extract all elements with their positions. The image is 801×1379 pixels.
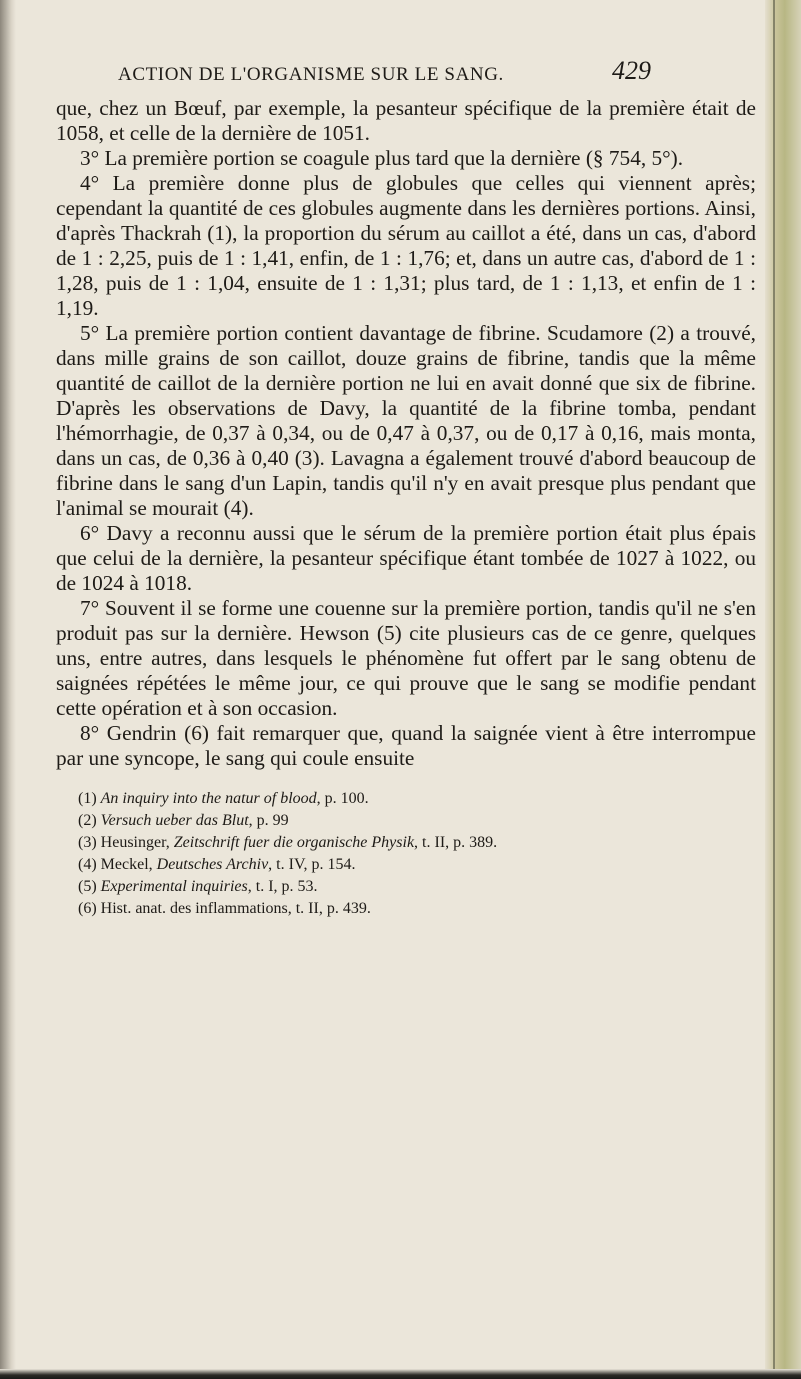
- page-bottom-edge: [0, 1369, 801, 1379]
- page-number: 429: [612, 56, 651, 85]
- page-right-edge: [765, 0, 801, 1379]
- paragraph-7: 7° Souvent il se forme une couenne sur la première portion, tandis qu'il ne s'en produit pas sur la dernière. Hewson (5) cite plusieurs cas de ce genre, quelques uns, entre autres, dans lesquels le phénomène fut offert par le sang obtenu de saignées répétées le même jour, ce qui prouve que le sang se modifie pendant cette opération et à son occasion.: [56, 596, 756, 720]
- body-text: [56, 96, 756, 771]
- paragraph-3: 3° La première portion se coagule plus tard que la dernière (§ 754, 5°).: [80, 146, 684, 170]
- paragraph-4: 4° La première donne plus de globules que celles qui viennent après; cependant la quantité de ces globules augmente dans les dernières portions. Ainsi, d'après Thackrah (1), la proportion du sérum au caillot a été, dans un cas, d'abord de 1 : 2,25, puis de 1 : 1,41, enfin, de 1 : 1,76; et, dans un autre cas, d'abord de 1 : 1,28, puis de 1 : 1,04, ensuite de 1 : 1,31; plus tard, de 1 : 1,13, et enfin de 1 : 1,19.: [56, 171, 756, 320]
- paragraph-6: 6° Davy a reconnu aussi que le sérum de la première portion était plus épais que celui de la dernière, la pesanteur spécifique étant tombée de 1027 à 1022, ou de 1024 à 1018.: [56, 521, 756, 595]
- paragraph-continued: que, chez un Bœuf, par exemple, la pesanteur spécifique de la première était de 1058, et celle de la dernière de 1051.: [56, 96, 756, 145]
- page-left-shadow: [0, 0, 16, 1379]
- page-edge-line: [773, 0, 775, 1379]
- book-page: [56, 56, 756, 920]
- footnote: (1) An inquiry into the natur of blood, p. 100.: [78, 790, 369, 807]
- running-head-title: ACTION DE L'ORGANISME SUR LE SANG.: [118, 64, 504, 85]
- paragraph-5: 5° La première portion contient davantage de fibrine. Scudamore (2) a trouvé, dans mille grains de son caillot, douze grains de fibrine, tandis que la même quantité de caillot de la dernière portion ne lui en avait donné que six de fibrine. D'après les observations de Davy, la quantité de la fibrine tomba, pendant l'hémorrhagie, de 0,37 à 0,34, ou de 0,47 à 0,37, ou de 0,17 à 0,16, mais monta, dans un cas, de 0,36 à 0,40 (3). Lavagna a également trouvé d'abord beaucoup de fibrine dans le sang d'un Lapin, tandis qu'il n'y en avait presque plus pendant que l'animal se mourait (4).: [56, 321, 756, 520]
- footnote: (3) Heusinger, Zeitschrift fuer die organische Physik, t. II, p. 389.: [78, 834, 498, 851]
- footnote: (2) Versuch ueber das Blut, p. 99: [78, 812, 289, 829]
- footnote: (6) Hist. anat. des inflammations, t. II, p. 439.: [78, 900, 371, 917]
- footnotes: [56, 788, 756, 920]
- footnote: (5) Experimental inquiries, t. I, p. 53.: [78, 878, 318, 895]
- running-head: [56, 56, 756, 96]
- footnote: (4) Meckel, Deutsches Archiv, t. IV, p. 154.: [78, 856, 356, 873]
- paragraph-8: 8° Gendrin (6) fait remarquer que, quand la saignée vient à être interrompue par une syncope, le sang qui coule ensuite: [56, 721, 756, 770]
